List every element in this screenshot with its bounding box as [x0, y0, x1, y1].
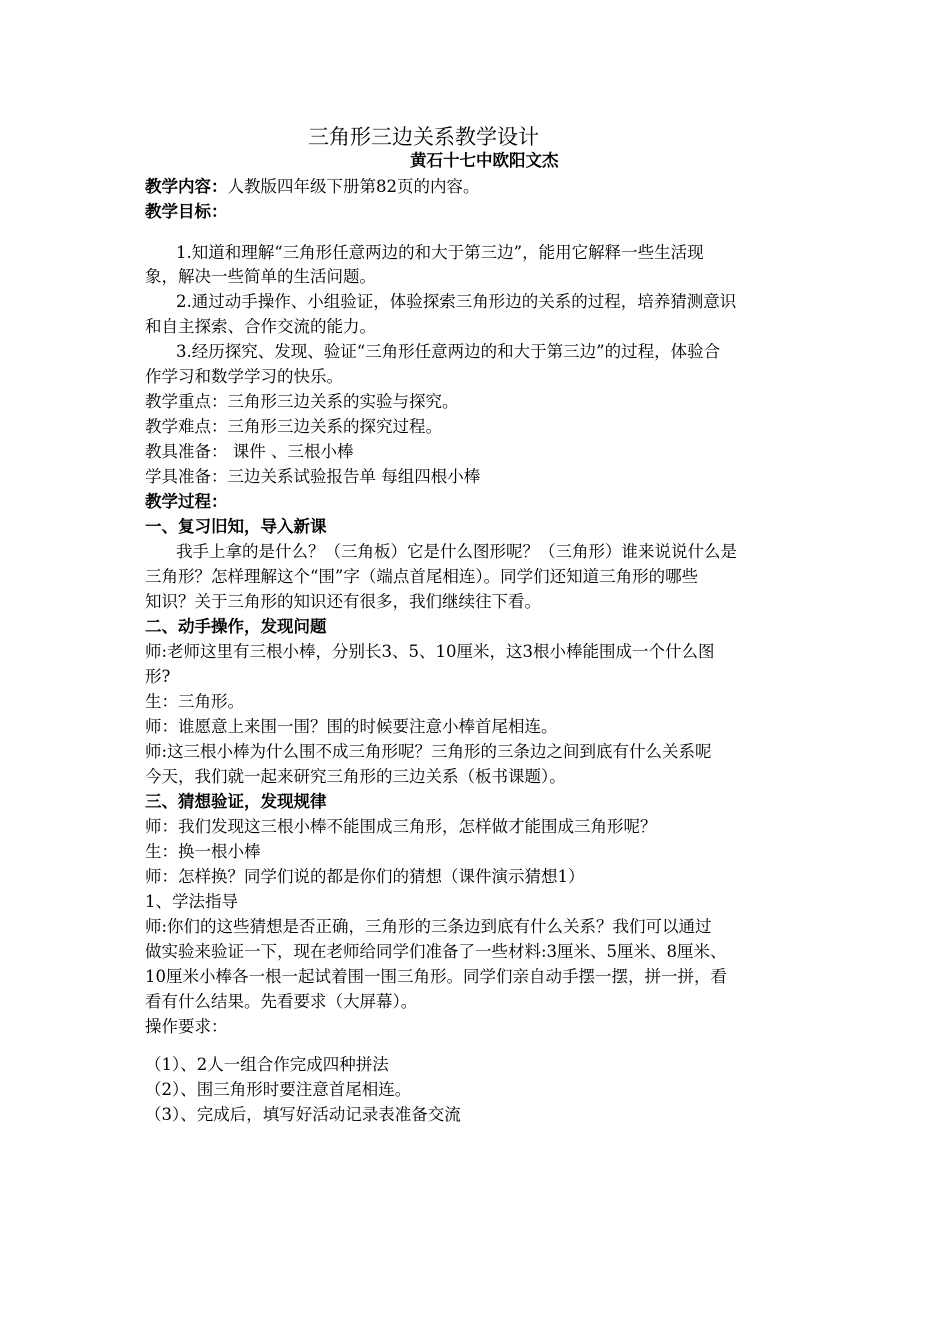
section2-line2: 形? — [145, 667, 171, 686]
goal2-line2: 和自主探索、合作交流的能力。 — [145, 317, 376, 336]
section3-title: 三、猜想验证，发现规律 — [145, 792, 327, 811]
section2-title: 二、动手操作，发现问题 — [145, 617, 327, 636]
goal2-line1: 2.通过动手操作、小组验证，体验探索三角形边的关系的过程，培养猜测意识 — [176, 292, 737, 311]
teacher-tools: 教具准备： 课件 、三根小棒 — [145, 442, 354, 461]
process-label: 教学过程： — [145, 492, 228, 511]
goal1-line2: 象，解决一些简单的生活问题。 — [145, 267, 376, 286]
section2-line6: 今天，我们就一起来研究三角形的三边关系（板书课题）。 — [145, 767, 566, 786]
section1-para-line3: 知识？关于三角形的知识还有很多，我们继续往下看。 — [145, 592, 541, 611]
difficulty: 教学难点：三角形三边关系的探究过程。 — [145, 417, 442, 436]
section3-line8: 看有什么结果。先看要求（大屏幕）。 — [145, 992, 418, 1011]
section2-line4: 师：谁愿意上来围一围？围的时候要注意小棒首尾相连。 — [145, 717, 558, 736]
student-tools: 学具准备：三边关系试验报告单 每组四根小棒 — [145, 467, 481, 486]
section1-para-line1: 我手上拿的是什么？（三角板）它是什么图形呢？（三角形）谁来说说什么是 — [176, 542, 737, 561]
requirement-1: （1）、2人一组合作完成四种拼法 — [145, 1055, 389, 1074]
section2-line3: 生：三角形。 — [145, 692, 244, 711]
section2-line1: 师:老师这里有三根小棒，分别长3、5、10厘米，这3根小棒能围成一个什么图 — [145, 642, 715, 661]
section1-para-line2: 三角形？怎样理解这个“围”字（端点首尾相连）。同学们还知道三角形的哪些 — [145, 567, 699, 586]
section2-line5: 师:这三根小棒为什么围不成三角形呢？三角形的三条边之间到底有什么关系呢 — [145, 742, 712, 761]
section3-line7: 10厘米小棒各一根一起试着围一围三角形。同学们亲自动手摆一摆，拼一拼，看 — [145, 967, 727, 986]
requirement-3: （3）、完成后，填写好活动记录表准备交流 — [145, 1105, 461, 1124]
doc-title: 三角形三边关系教学设计 — [308, 125, 539, 149]
content-line — [145, 176, 480, 198]
section3-line2: 生：换一根小棒 — [145, 842, 261, 861]
section3-line5: 师:你们的这些猜想是否正确，三角形的三条边到底有什么关系？我们可以通过 — [145, 917, 712, 936]
section3-line4: 1、学法指导 — [145, 892, 238, 911]
section1-title: 一、复习旧知，导入新课 — [145, 517, 327, 536]
goal3-line2: 作学习和数学学习的快乐。 — [145, 367, 343, 386]
key-point: 教学重点：三角形三边关系的实验与探究。 — [145, 392, 459, 411]
goal3-line1: 3.经历探究、发现、验证“三角形任意两边的和大于第三边”的过程，体验合 — [176, 342, 721, 361]
section3-line3: 师：怎样换？同学们说的都是你们的猜想（课件演示猜想1） — [145, 867, 585, 886]
content-label: 教学内容： — [145, 177, 228, 196]
content-text: 人教版四年级下册第82页的内容。 — [227, 177, 480, 196]
section3-line9: 操作要求： — [145, 1017, 228, 1036]
goals-label: 教学目标： — [145, 202, 228, 221]
goal1-line1: 1.知道和理解“三角形任意两边的和大于第三边”，能用它解释一些生活现 — [176, 243, 704, 262]
section3-line1: 师：我们发现这三根小棒不能围成三角形，怎样做才能围成三角形呢？ — [145, 817, 657, 836]
doc-author: 黄石十七中欧阳文杰 — [410, 151, 559, 170]
requirement-2: （2）、围三角形时要注意首尾相连。 — [145, 1080, 412, 1099]
section3-line6: 做实验来验证一下，现在老师给同学们准备了一些材料:3厘米、5厘米、8厘米、 — [145, 942, 727, 961]
